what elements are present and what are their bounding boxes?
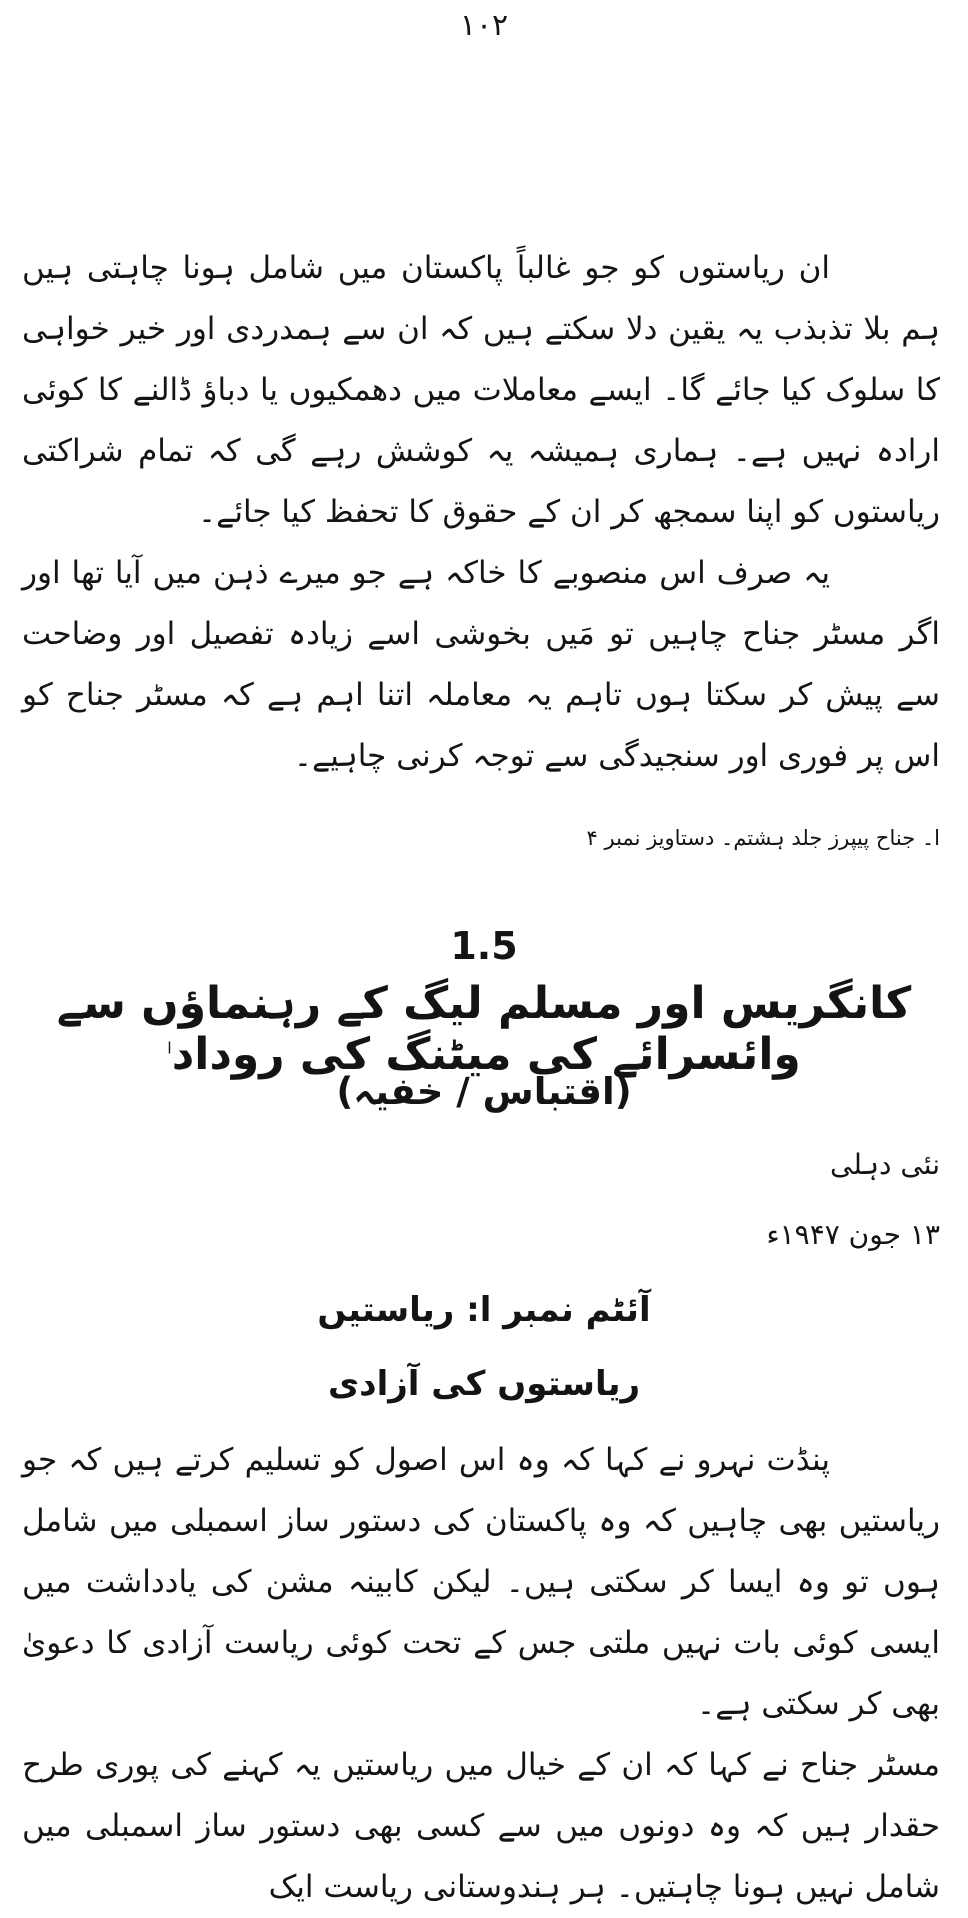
top-text-block — [22, 238, 940, 787]
heading-footnote-mark: ا — [167, 1038, 172, 1058]
section-number: 1.5 — [450, 924, 518, 968]
paragraph: ان ریاستوں کو جو غالباً پاکستان میں شامل ہونا چاہتی ہیں ہم بلا تذبذب یہ یقین دلا سکتے ہیں کہ ان سے ہمدردی اور خیر خواہی کا سلوک کیا جائے گا۔ ایسے معاملات میں دھمکیوں یا دباؤ ڈالنے کا کوئی ارادہ نہیں ہے۔ ہماری ہمیشہ یہ کوشش رہے گی کہ تمام شراکتی ریاستوں کو اپنا سمجھ کر ان کے حقوق کا تحفظ کیا جائے۔ — [22, 250, 940, 530]
place-line: نئی دہلی — [830, 1148, 940, 1181]
bottom-text-block — [22, 1430, 940, 1918]
section-heading — [0, 978, 968, 1080]
paragraph: یہ صرف اس منصوبے کا خاکہ ہے جو میرے ذہن میں آیا تھا اور اگر مسٹر جناح چاہیں تو مَیں بخوشی اسے زیادہ تفصیل اور وضاحت سے پیش کر سکتا ہوں تاہم یہ معاملہ اتنا اہم ہے کہ مسٹر جناح کو اس پر فوری اور سنجیدگی سے توجہ کرنی چاہیے۔ — [22, 555, 940, 774]
item-title: آئٹم نمبر ا: ریاستیں — [317, 1290, 651, 1330]
paragraph: مسٹر جناح نے کہا کہ ان کے خیال میں ریاستیں یہ کہنے کی پوری طرح حقدار ہیں کہ وہ دونوں میں سے کسی بھی دستور ساز اسمبلی میں شامل نہیں ہونا چاہتیں۔ ہر ہندوستانی ریاست ایک — [22, 1747, 940, 1905]
date-line: ۱۳ جون ۱۹۴۷ء — [766, 1218, 940, 1251]
footnote: ا۔ جناح پیپرز جلد ہشتم۔ دستاویز نمبر ۴ — [586, 826, 940, 850]
section-subheading: (اقتباس / خفیہ) — [336, 1070, 632, 1113]
item-subtitle: ریاستوں کی آزادی — [327, 1364, 641, 1404]
page-number: ۱۰۲ — [459, 8, 509, 43]
paragraph: پنڈت نہرو نے کہا کہ وہ اس اصول کو تسلیم کرتے ہیں کہ جو ریاستیں بھی چاہیں کہ وہ پاکستان کی دستور ساز اسمبلی میں شامل ہوں تو وہ ایسا کر سکتی ہیں۔ لیکن کابینہ مشن کی یادداشت میں ایسی کوئی بات نہیں ملتی جس کے تحت کوئی ریاست آزادی کا دعویٰ بھی کر سکتی ہے۔ — [22, 1442, 940, 1722]
heading-text: کانگریس اور مسلم لیگ کے رہنماؤں سے وائسرائے کی میٹنگ کی روداد — [56, 978, 912, 1080]
